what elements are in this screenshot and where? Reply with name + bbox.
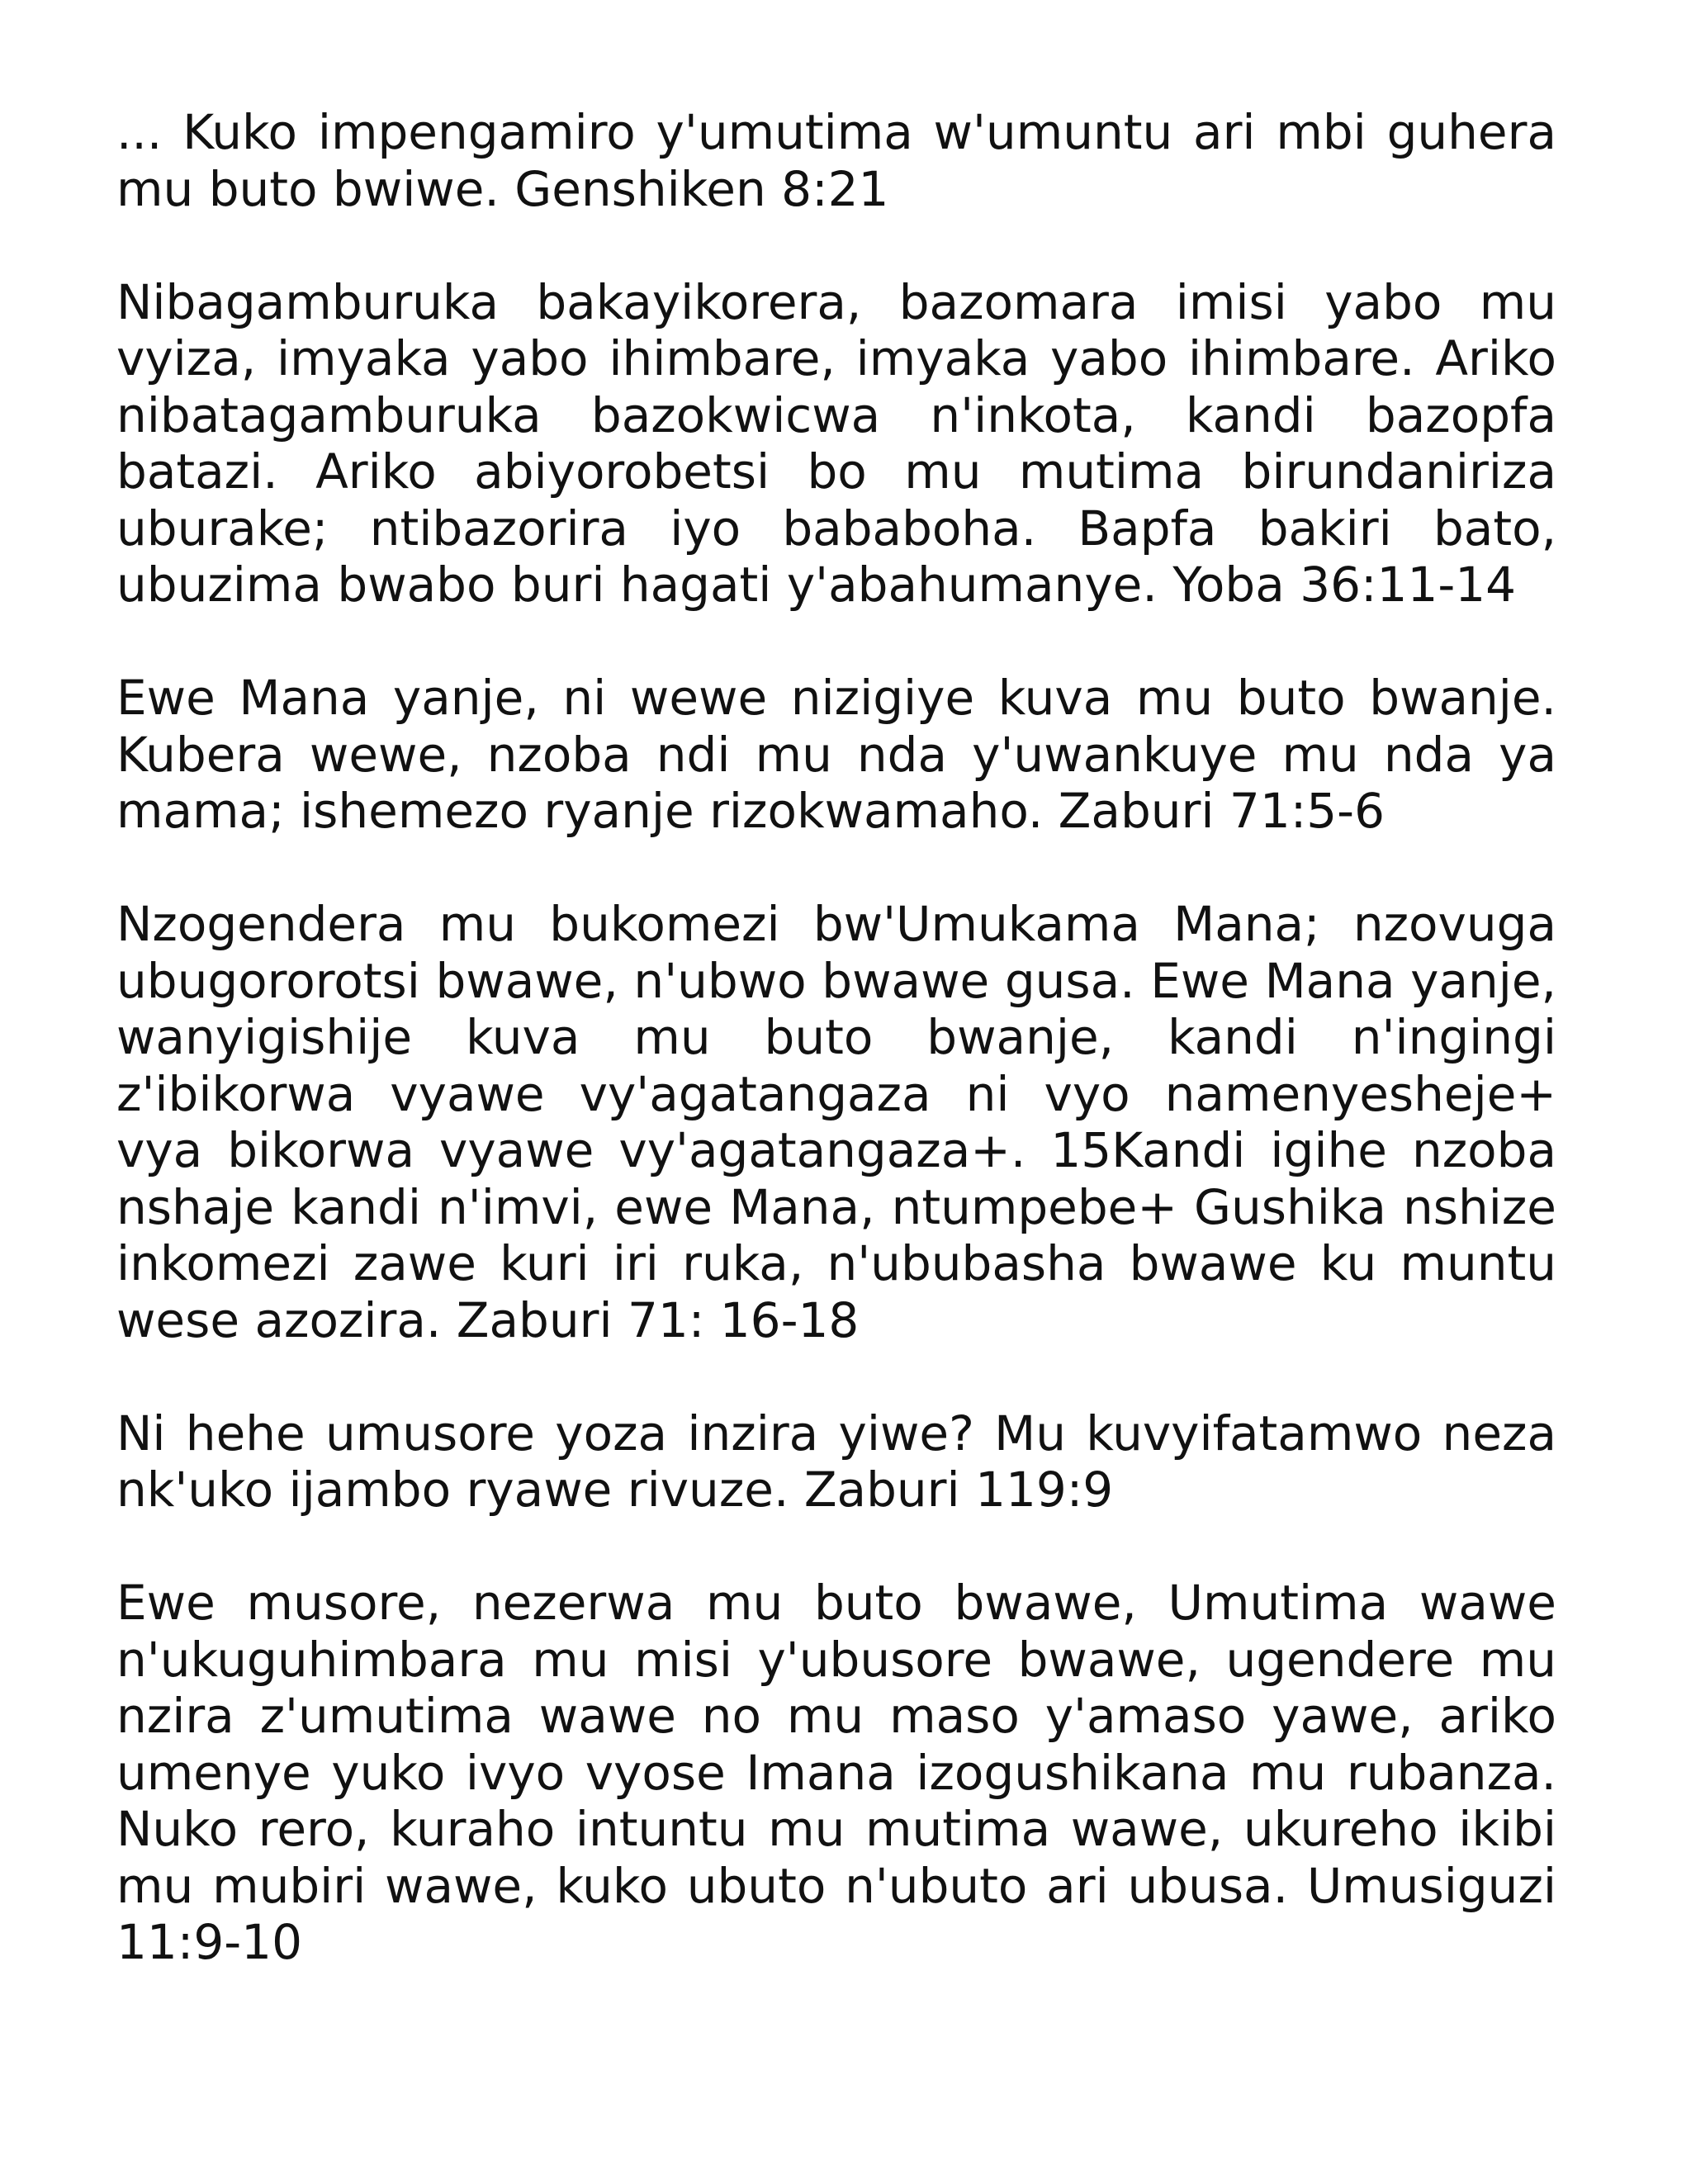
paragraph-psalm-119: Ni hehe umusore yoza inzira yiwe? Mu kuvyifatamwo neza nk'uko ijambo ryawe rivuze. Zaburi 119:9 [116, 1405, 1556, 1518]
paragraph-psalm-71-5: Ewe Mana yanje, ni wewe nizigiye kuva mu buto bwanje. Kubera wewe, nzoba ndi mu nda y'uwankuye mu nda ya mama; ishemezo ryanje rizokwamaho. Zaburi 71:5-6 [116, 670, 1556, 839]
paragraph-ecclesiastes: Ewe musore, nezerwa mu buto bwawe, Umutima wawe n'ukuguhimbara mu misi y'ubusore bwawe, ugendere mu nzira z'umutima wawe no mu maso y'amaso yawe, ariko umenye yuko ivyo vyose Imana izogushikana mu rubanza. Nuko rero, kuraho intuntu mu mutima wawe, ukureho ikibi mu mubiri wawe, kuko ubuto n'ubuto ari ubusa. Umusiguzi 11:9-10 [116, 1575, 1556, 1970]
paragraph-genesis: ... Kuko impengamiro y'umutima w'umuntu ari mbi guhera mu buto bwiwe. Genshiken 8:21 [116, 104, 1556, 217]
document-body [116, 104, 1556, 2027]
paragraph-job: Nibagamburuka bakayikorera, bazomara imisi yabo mu vyiza, imyaka yabo ihimbare, imyaka yabo ihimbare. Ariko nibatagamburuka bazokwicwa n'inkota, kandi bazopfa batazi. Ariko abiyorobetsi bo mu mutima birundaniriza uburake; ntibazorira iyo bababoha. Bapfa bakiri bato, ubuzima bwabo buri hagati y'abahumanye. Yoba 36:11-14 [116, 273, 1556, 613]
paragraph-psalm-71-16: Nzogendera mu bukomezi bw'Umukama Mana; nzovuga ubugororotsi bwawe, n'ubwo bwawe gusa. Ewe Mana yanje, wanyigishije kuva mu buto bwanje, kandi n'ingingi z'ibikorwa vyawe vy'agatangaza ni vyo namenyesheje+ vya bikorwa vyawe vy'agatangaza+. 15Kandi igihe nzoba nshaje kandi n'imvi, ewe Mana, ntumpebe+ Gushika nshize inkomezi zawe kuri iri ruka, n'ububasha bwawe ku muntu wese azozira. Zaburi 71: 16-18 [116, 896, 1556, 1348]
